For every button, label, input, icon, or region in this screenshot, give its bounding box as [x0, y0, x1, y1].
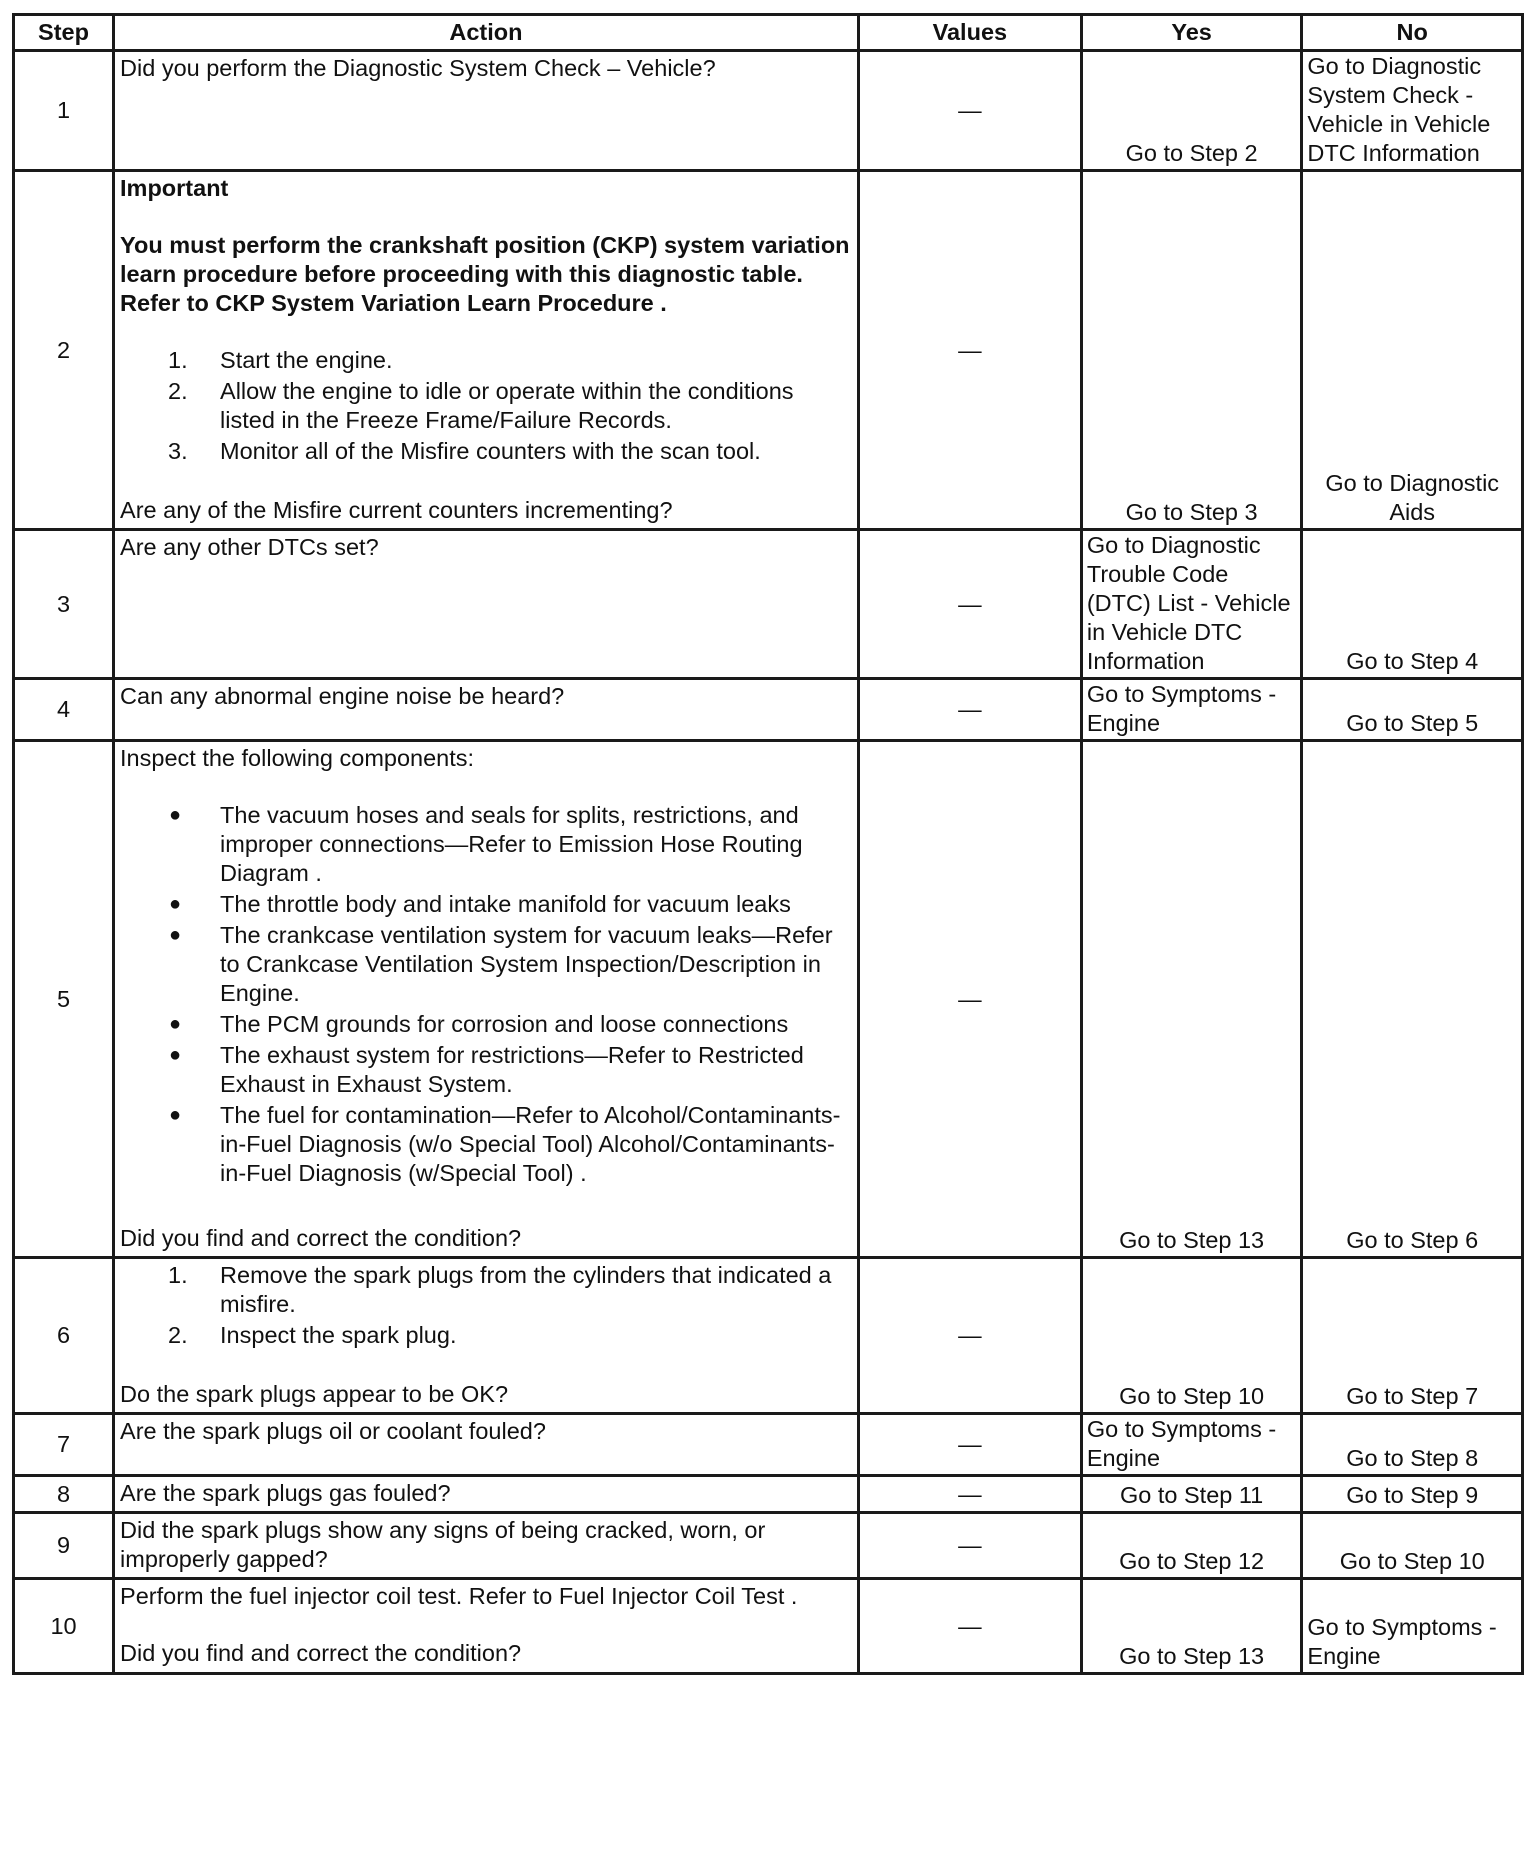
values-cell: —	[858, 171, 1081, 530]
no-link[interactable]: Go to Symptoms - Engine	[1302, 1579, 1523, 1674]
no-link[interactable]: Go to Step 6	[1302, 741, 1523, 1258]
table-row	[14, 1513, 1523, 1579]
step-number: 6	[14, 1258, 114, 1414]
values-cell: —	[858, 1513, 1081, 1579]
no-link[interactable]: Go to Diagnostic System Check - Vehicle in Vehicle DTC Information	[1302, 51, 1523, 171]
no-link[interactable]: Go to Step 9	[1302, 1476, 1523, 1513]
no-link[interactable]: Go to Step 5	[1302, 679, 1523, 741]
yes-link[interactable]: Go to Step 11	[1081, 1476, 1302, 1513]
header-values: Values	[858, 15, 1081, 51]
step-number: 4	[14, 679, 114, 741]
table-row	[14, 741, 1523, 1258]
values-cell: —	[858, 679, 1081, 741]
list-item: 1. Start the engine.	[168, 347, 393, 373]
component-list	[120, 801, 852, 1188]
action-cell	[114, 1476, 859, 1513]
step-number: 9	[14, 1513, 114, 1579]
step-number: 10	[14, 1579, 114, 1674]
header-step: Step	[14, 15, 114, 51]
important-text: You must perform the crankshaft position (CKP) system variation learn procedure before proceeding with this diagnostic table. Refer to CKP System Variation Learn Procedure .	[120, 232, 850, 316]
action-cell	[114, 1513, 859, 1579]
list-item: ● The PCM grounds for corrosion and loose connections	[169, 1011, 789, 1037]
values-cell: —	[858, 51, 1081, 171]
action-cell	[114, 679, 859, 741]
table-row	[14, 1414, 1523, 1476]
action-intro: Perform the fuel injector coil test. Refer to Fuel Injector Coil Test .	[120, 1583, 798, 1609]
action-question: Are any other DTCs set?	[120, 534, 379, 560]
no-link[interactable]: Go to Step 4	[1302, 530, 1523, 679]
action-cell	[114, 741, 859, 1258]
yes-link[interactable]: Go to Step 10	[1081, 1258, 1302, 1414]
yes-link[interactable]: Go to Symptoms - Engine	[1081, 679, 1302, 741]
action-cell	[114, 1414, 859, 1476]
yes-link[interactable]: Go to Step 12	[1081, 1513, 1302, 1579]
action-cell	[114, 530, 859, 679]
table-row	[14, 530, 1523, 679]
list-item: 1. Remove the spark plugs from the cylinders that indicated a misfire.	[168, 1262, 832, 1317]
step-number: 2	[14, 171, 114, 530]
header-action: Action	[114, 15, 859, 51]
important-label: Important	[120, 175, 229, 201]
table-row	[14, 679, 1523, 741]
values-cell: —	[858, 1414, 1081, 1476]
list-item: ● The crankcase ventilation system for vacuum leaks—Refer to Crankcase Ventilation System Inspection/Description in Engine.	[169, 922, 833, 1006]
header-yes: Yes	[1081, 15, 1302, 51]
action-question: Did you perform the Diagnostic System Check – Vehicle?	[120, 55, 716, 81]
action-question: Are the spark plugs gas fouled?	[120, 1480, 451, 1506]
action-cell	[114, 1258, 859, 1414]
action-cell	[114, 1579, 859, 1674]
action-question: Are the spark plugs oil or coolant fouled?	[120, 1418, 546, 1444]
table-row	[14, 51, 1523, 171]
step-number: 8	[14, 1476, 114, 1513]
list-item: 2. Allow the engine to idle or operate within the conditions listed in the Freeze Frame/Failure Records.	[168, 378, 794, 433]
diagnostic-table-sheet	[12, 13, 1524, 1675]
action-cell	[114, 51, 859, 171]
yes-link[interactable]: Go to Symptoms - Engine	[1081, 1414, 1302, 1476]
step-number: 3	[14, 530, 114, 679]
action-intro: Inspect the following components:	[120, 745, 475, 771]
list-item: ● The throttle body and intake manifold for vacuum leaks	[169, 891, 791, 917]
header-no: No	[1302, 15, 1523, 51]
values-cell: —	[858, 1579, 1081, 1674]
no-link[interactable]: Go to Diagnostic Aids	[1302, 171, 1523, 530]
action-question: Can any abnormal engine noise be heard?	[120, 683, 565, 709]
list-item: ● The exhaust system for restrictions—Refer to Restricted Exhaust in Exhaust System.	[169, 1042, 804, 1097]
action-question: Did the spark plugs show any signs of being cracked, worn, or improperly gapped?	[120, 1517, 766, 1572]
table-row	[14, 1476, 1523, 1513]
yes-link[interactable]: Go to Step 2	[1081, 51, 1302, 171]
yes-link[interactable]: Go to Step 13	[1081, 741, 1302, 1258]
values-cell: —	[858, 741, 1081, 1258]
table-row	[14, 1579, 1523, 1674]
step-number: 7	[14, 1414, 114, 1476]
action-question: Are any of the Misfire current counters incrementing?	[120, 497, 673, 523]
no-link[interactable]: Go to Step 8	[1302, 1414, 1523, 1476]
list-item: 3. Monitor all of the Misfire counters with the scan tool.	[168, 438, 761, 464]
header-row	[14, 15, 1523, 51]
action-question: Do the spark plugs appear to be OK?	[120, 1381, 509, 1407]
list-item: ● The fuel for contamination—Refer to Alcohol/Contaminants-in-Fuel Diagnosis (w/o Special Tool) Alcohol/Contaminants-in-Fuel Diagnosis (w/Special Tool) .	[169, 1102, 841, 1186]
action-question: Did you find and correct the condition?	[120, 1640, 522, 1666]
table-row	[14, 171, 1523, 530]
yes-link[interactable]: Go to Diagnostic Trouble Code (DTC) List - Vehicle in Vehicle DTC Information	[1081, 530, 1302, 679]
table-row	[14, 1258, 1523, 1414]
values-cell: —	[858, 1258, 1081, 1414]
values-cell: —	[858, 530, 1081, 679]
step-number: 5	[14, 741, 114, 1258]
yes-link[interactable]: Go to Step 3	[1081, 171, 1302, 530]
values-cell: —	[858, 1476, 1081, 1513]
step-number: 1	[14, 51, 114, 171]
procedure-list	[120, 1261, 852, 1350]
list-item: 2. Inspect the spark plug.	[168, 1322, 457, 1348]
action-cell	[114, 171, 859, 530]
yes-link[interactable]: Go to Step 13	[1081, 1579, 1302, 1674]
no-link[interactable]: Go to Step 7	[1302, 1258, 1523, 1414]
list-item: ● The vacuum hoses and seals for splits, restrictions, and improper connections—Refer to Emission Hose Routing Diagram .	[169, 802, 803, 886]
diagnostic-table	[12, 13, 1524, 1675]
no-link[interactable]: Go to Step 10	[1302, 1513, 1523, 1579]
action-question: Did you find and correct the condition?	[120, 1225, 522, 1251]
procedure-list	[120, 346, 852, 466]
